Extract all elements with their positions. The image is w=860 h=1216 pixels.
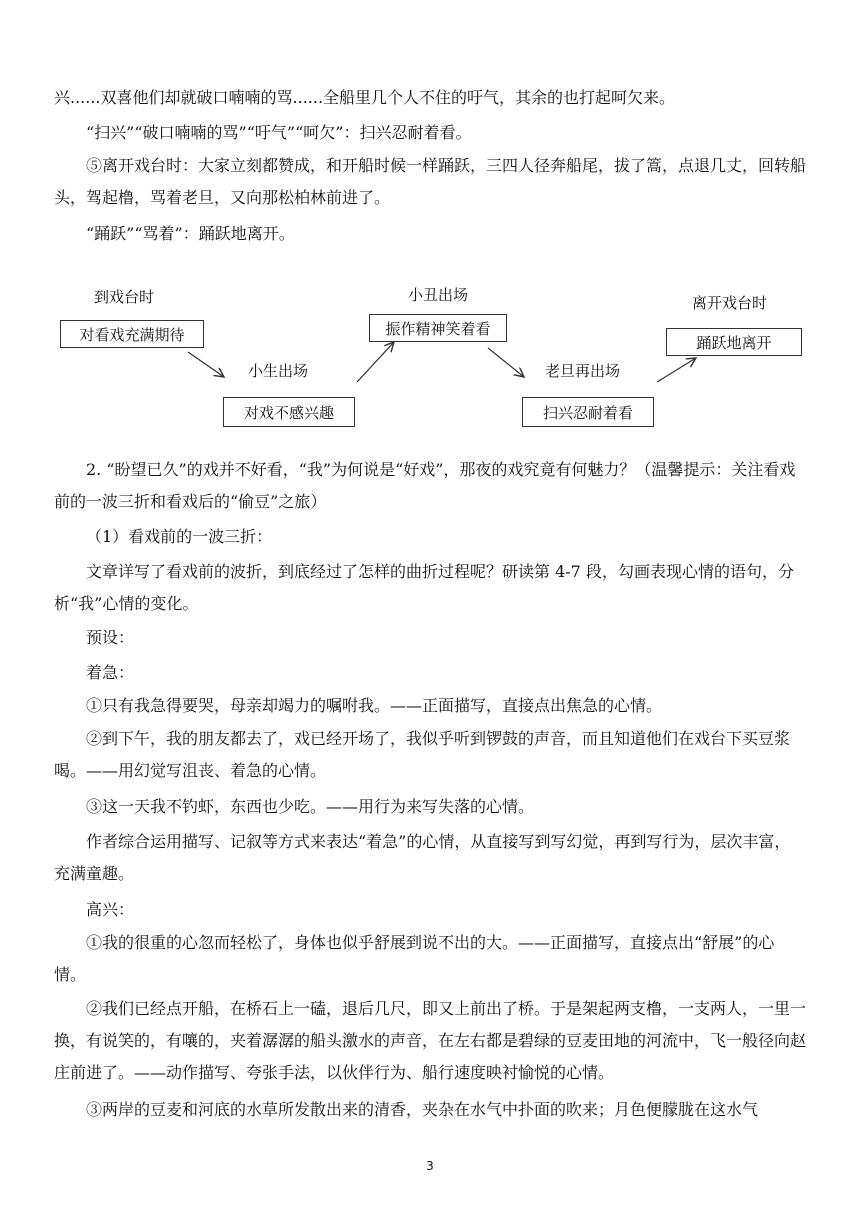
paragraph-p14: 高兴： (86, 900, 135, 919)
paragraph-p8: 预设： (86, 628, 135, 647)
paragraph-p13: 作者综合运用描写、记叙等方式来表达“着急”的心情，从直接写到写幻觉，再到写行为，层次丰富，充满童趣。 (54, 832, 791, 883)
paragraph-p3: ⑤离开戏台时：大家立刻都赞成，和开船时候一样踊跃，三四人径奔船尾，拔了篙，点退几丈，回转船头，驾起橹，骂着老旦，又向那松柏林前进了。 (54, 156, 807, 207)
paragraph-p6: （1）看戏前的一波三折： (86, 527, 273, 546)
arrow-up-2 (657, 358, 696, 382)
paragraph-p1: 兴......双喜他们却就破口喃喃的骂......全船里几个人不住的吁气，其余的也打起呵欠来。 (54, 88, 676, 107)
paragraph-p11: ②到下午，我的朋友都去了，戏已经开场了，我似乎听到锣鼓的声音，而且知道他们在戏台下买豆浆喝。——用幻觉写沮丧、着急的心情。 (54, 729, 791, 780)
stage2-label: 小生出场 (248, 362, 309, 380)
arrow-up-1 (357, 342, 394, 382)
paragraph-p9: 着急： (86, 663, 135, 682)
stage1-box: 对看戏充满期待 (60, 320, 204, 348)
stage4-box: 扫兴忍耐着看 (522, 397, 654, 427)
paragraph-p10: ①只有我急得要哭，母亲却竭力的嘱咐我。——正面描写，直接点出焦急的心情。 (86, 696, 663, 715)
paragraph-p16: ②我们已经点开船，在桥石上一磕，退后几尺，即又上前出了桥。于是架起两支橹，一支两人，一里一换，有说笑的，有嚷的，夹着潺潺的船头激水的声音，在左右都是碧绿的豆麦田地的河流中，飞一般径向赵庄前进了。——动作描写、夸张手法，以伙伴行为、船行速度映衬愉悦的心情。 (54, 999, 807, 1082)
paragraph-p4: “踊跃”“骂着”：踊跃地离开。 (86, 224, 295, 243)
paragraph-p2: “扫兴”“破口喃喃的骂”“吁气”“呵欠”：扫兴忍耐着看。 (86, 123, 472, 142)
stage3-label: 小丑出场 (408, 286, 469, 304)
stage5-box: 踊跃地离开 (666, 328, 802, 356)
paragraph-p15: ①我的很重的心忽而轻松了，身体也似乎舒展到说不出的大。——正面描写，直接点出“舒展”的心情。 (54, 933, 775, 984)
stage4-label: 老旦再出场 (545, 362, 621, 380)
paragraph-p7: 文章详写了看戏前的波折，到底经过了怎样的曲折过程呢？研读第 4-7 段，勾画表现心情的语句，分析“我”心情的变化。 (54, 562, 794, 613)
stage1-label: 到戏台时 (94, 288, 155, 306)
stage5-label: 离开戏台时 (692, 294, 768, 312)
stage2-box: 对戏不感兴趣 (223, 397, 355, 427)
paragraph-p5: 2. “盼望已久”的戏并不好看，“我”为何说是“好戏”，那夜的戏究竟有何魅力？（温馨提示：关注看戏前的一波三折和看戏后的“偷豆”之旅） (54, 460, 796, 511)
paragraph-p12: ③这一天我不钓虾，东西也少吃。——用行为来写失落的心情。 (86, 797, 535, 816)
page-number: 3 (426, 1159, 434, 1173)
arrow-down-2 (488, 348, 524, 377)
arrow-down-1 (188, 352, 224, 377)
stage3-box: 振作精神笑着看 (369, 314, 507, 342)
mood-flowchart (0, 276, 860, 436)
paragraph-p17: ③两岸的豆麦和河底的水草所发散出来的清香，夹杂在水气中扑面的吹来；月色便朦胧在这水气 (86, 1100, 759, 1119)
